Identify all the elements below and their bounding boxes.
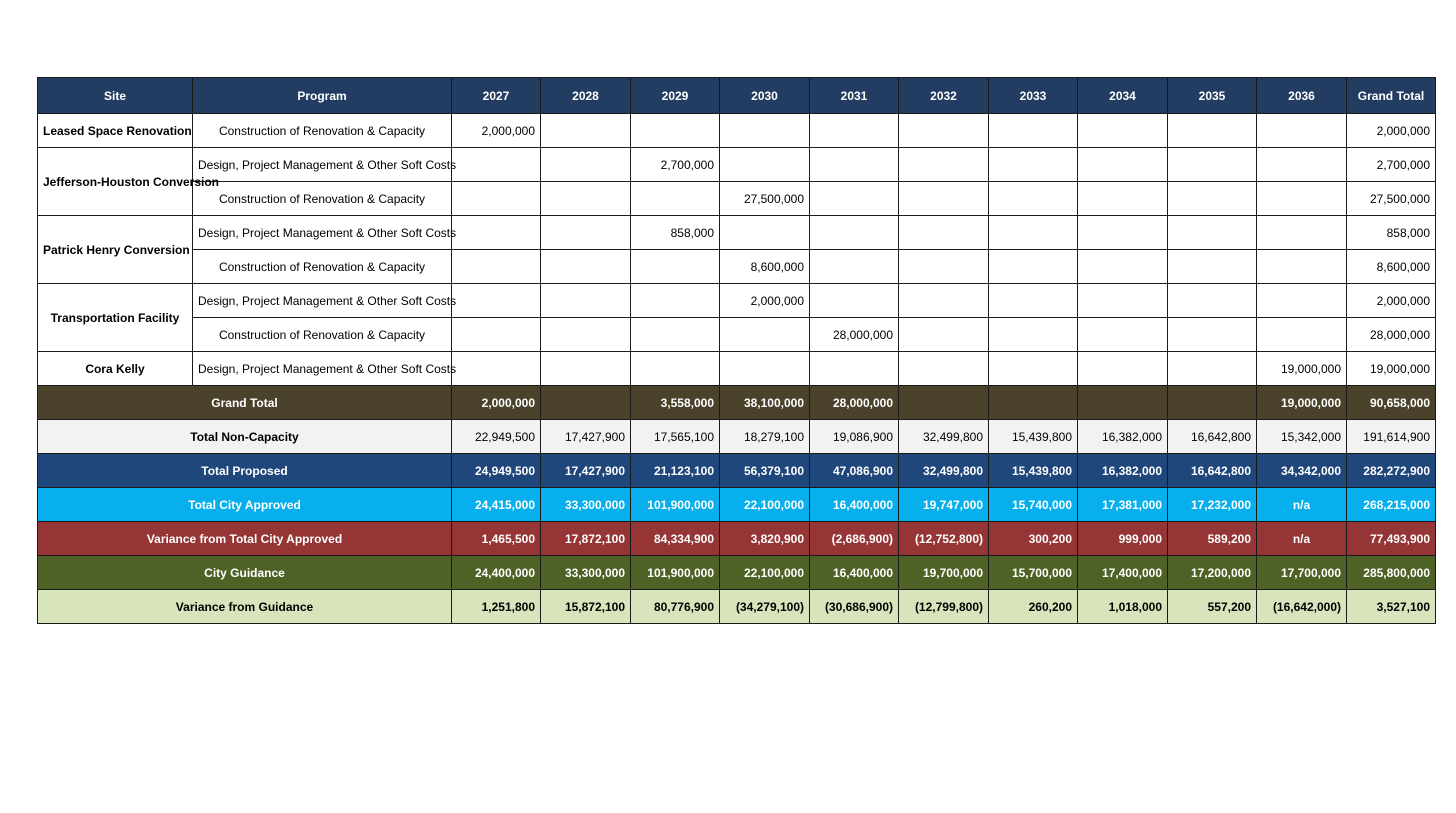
- summary-value-cell: 589,200: [1168, 522, 1257, 556]
- value-cell: [989, 318, 1078, 352]
- summary-value-cell: [989, 386, 1078, 420]
- value-cell: [899, 148, 989, 182]
- summary-value-cell: 17,700,000: [1257, 556, 1347, 590]
- summary-value-cell: 557,200: [1168, 590, 1257, 624]
- value-cell: [1078, 318, 1168, 352]
- summary-value-cell: 17,200,000: [1168, 556, 1257, 590]
- summary-value-cell: 47,086,900: [810, 454, 899, 488]
- value-cell: [899, 216, 989, 250]
- summary-label: Variance from Total City Approved: [38, 522, 452, 556]
- summary-value-cell: 90,658,000: [1347, 386, 1436, 420]
- value-cell: [810, 216, 899, 250]
- value-cell: [631, 114, 720, 148]
- value-cell: [452, 148, 541, 182]
- summary-value-cell: 285,800,000: [1347, 556, 1436, 590]
- value-cell: 19,000,000: [1257, 352, 1347, 386]
- value-cell: 2,000,000: [452, 114, 541, 148]
- summary-label: Total Non-Capacity: [38, 420, 452, 454]
- site-cell-transport: Transportation Facility: [38, 284, 193, 352]
- summary-value-cell: [1078, 386, 1168, 420]
- value-cell: [631, 318, 720, 352]
- summary-value-cell: 16,642,800: [1168, 420, 1257, 454]
- table-row: [38, 352, 1436, 386]
- value-cell: [720, 318, 810, 352]
- summary-value-cell: 16,642,800: [1168, 454, 1257, 488]
- summary-value-cell: 34,342,000: [1257, 454, 1347, 488]
- value-cell: [810, 114, 899, 148]
- summary-value-cell: n/a: [1257, 522, 1347, 556]
- summary-value-cell: 17,400,000: [1078, 556, 1168, 590]
- summary-value-cell: 3,527,100: [1347, 590, 1436, 624]
- value-cell: 28,000,000: [1347, 318, 1436, 352]
- summary-value-cell: 32,499,800: [899, 454, 989, 488]
- value-cell: [452, 182, 541, 216]
- summary-value-cell: 16,400,000: [810, 488, 899, 522]
- value-cell: [1078, 250, 1168, 284]
- value-cell: [541, 318, 631, 352]
- summary-value-cell: (34,279,100): [720, 590, 810, 624]
- site-cell-leased: Leased Space Renovation: [38, 114, 193, 148]
- value-cell: [810, 352, 899, 386]
- summary-label: City Guidance: [38, 556, 452, 590]
- value-cell: [541, 352, 631, 386]
- value-cell: 858,000: [631, 216, 720, 250]
- value-cell: 2,000,000: [1347, 284, 1436, 318]
- summary-label: Variance from Guidance: [38, 590, 452, 624]
- value-cell: [541, 250, 631, 284]
- header-program: Program: [193, 78, 452, 114]
- value-cell: 28,000,000: [810, 318, 899, 352]
- value-cell: [899, 250, 989, 284]
- value-cell: [1078, 284, 1168, 318]
- value-cell: [810, 148, 899, 182]
- summary-value-cell: [541, 386, 631, 420]
- value-cell: [1168, 352, 1257, 386]
- program-cell: Construction of Renovation & Capacity: [193, 250, 452, 284]
- summary-value-cell: 17,872,100: [541, 522, 631, 556]
- value-cell: [720, 114, 810, 148]
- total-city-approved-row: [38, 488, 1436, 522]
- summary-value-cell: 24,949,500: [452, 454, 541, 488]
- summary-value-cell: 1,251,800: [452, 590, 541, 624]
- summary-value-cell: 999,000: [1078, 522, 1168, 556]
- value-cell: [1257, 318, 1347, 352]
- value-cell: [1168, 114, 1257, 148]
- header-2028: 2028: [541, 78, 631, 114]
- summary-value-cell: 17,232,000: [1168, 488, 1257, 522]
- value-cell: [631, 182, 720, 216]
- value-cell: [452, 216, 541, 250]
- header-2036: 2036: [1257, 78, 1347, 114]
- summary-value-cell: 16,382,000: [1078, 420, 1168, 454]
- value-cell: [1168, 284, 1257, 318]
- summary-value-cell: 18,279,100: [720, 420, 810, 454]
- summary-value-cell: 28,000,000: [810, 386, 899, 420]
- value-cell: [899, 318, 989, 352]
- header-2031: 2031: [810, 78, 899, 114]
- value-cell: [899, 284, 989, 318]
- summary-value-cell: (30,686,900): [810, 590, 899, 624]
- header-grand-total: Grand Total: [1347, 78, 1436, 114]
- summary-value-cell: 282,272,900: [1347, 454, 1436, 488]
- table-row: [38, 216, 1436, 250]
- summary-value-cell: 17,427,900: [541, 454, 631, 488]
- total-proposed-row: [38, 454, 1436, 488]
- value-cell: [452, 284, 541, 318]
- table-row: [38, 284, 1436, 318]
- value-cell: [1168, 318, 1257, 352]
- grand-total-row: [38, 386, 1436, 420]
- program-cell: Construction of Renovation & Capacity: [193, 318, 452, 352]
- summary-value-cell: 101,900,000: [631, 556, 720, 590]
- value-cell: [631, 250, 720, 284]
- program-cell: Design, Project Management & Other Soft Costs: [193, 352, 452, 386]
- summary-value-cell: n/a: [1257, 488, 1347, 522]
- summary-value-cell: 15,700,000: [989, 556, 1078, 590]
- summary-value-cell: 15,439,800: [989, 454, 1078, 488]
- value-cell: [1168, 250, 1257, 284]
- value-cell: [720, 352, 810, 386]
- summary-value-cell: (12,752,800): [899, 522, 989, 556]
- value-cell: [989, 284, 1078, 318]
- summary-value-cell: 84,334,900: [631, 522, 720, 556]
- program-cell: Design, Project Management & Other Soft Costs: [193, 148, 452, 182]
- site-cell-jefferson: Jefferson-Houston Conversion: [38, 148, 193, 216]
- table-row: [38, 114, 1436, 148]
- summary-value-cell: 268,215,000: [1347, 488, 1436, 522]
- summary-label: Total Proposed: [38, 454, 452, 488]
- value-cell: [452, 352, 541, 386]
- value-cell: 27,500,000: [720, 182, 810, 216]
- value-cell: [631, 284, 720, 318]
- value-cell: [1257, 216, 1347, 250]
- value-cell: 8,600,000: [720, 250, 810, 284]
- summary-value-cell: 22,100,000: [720, 556, 810, 590]
- summary-value-cell: 2,000,000: [452, 386, 541, 420]
- value-cell: [541, 182, 631, 216]
- site-cell-patrick: Patrick Henry Conversion: [38, 216, 193, 284]
- summary-value-cell: 19,000,000: [1257, 386, 1347, 420]
- value-cell: [541, 284, 631, 318]
- value-cell: [720, 216, 810, 250]
- value-cell: [989, 114, 1078, 148]
- summary-value-cell: 101,900,000: [631, 488, 720, 522]
- value-cell: [1257, 284, 1347, 318]
- summary-value-cell: 22,100,000: [720, 488, 810, 522]
- value-cell: 27,500,000: [1347, 182, 1436, 216]
- summary-value-cell: 19,086,900: [810, 420, 899, 454]
- summary-value-cell: 17,427,900: [541, 420, 631, 454]
- value-cell: 2,700,000: [631, 148, 720, 182]
- value-cell: [1078, 114, 1168, 148]
- value-cell: [1168, 148, 1257, 182]
- summary-value-cell: 38,100,000: [720, 386, 810, 420]
- value-cell: 8,600,000: [1347, 250, 1436, 284]
- summary-value-cell: 1,018,000: [1078, 590, 1168, 624]
- summary-value-cell: 77,493,900: [1347, 522, 1436, 556]
- summary-label: Total City Approved: [38, 488, 452, 522]
- table-row: [38, 148, 1436, 182]
- summary-value-cell: 19,747,000: [899, 488, 989, 522]
- budget-table: [37, 77, 1436, 624]
- value-cell: [989, 148, 1078, 182]
- summary-value-cell: 15,342,000: [1257, 420, 1347, 454]
- program-cell: Construction of Renovation & Capacity: [193, 182, 452, 216]
- summary-value-cell: 300,200: [989, 522, 1078, 556]
- header-2033: 2033: [989, 78, 1078, 114]
- summary-value-cell: 17,381,000: [1078, 488, 1168, 522]
- summary-value-cell: 22,949,500: [452, 420, 541, 454]
- summary-value-cell: 260,200: [989, 590, 1078, 624]
- table-row: [38, 318, 1436, 352]
- summary-value-cell: [1168, 386, 1257, 420]
- value-cell: [810, 182, 899, 216]
- program-cell: Construction of Renovation & Capacity: [193, 114, 452, 148]
- summary-value-cell: 1,465,500: [452, 522, 541, 556]
- header-2029: 2029: [631, 78, 720, 114]
- summary-value-cell: (2,686,900): [810, 522, 899, 556]
- value-cell: [899, 114, 989, 148]
- value-cell: 2,000,000: [720, 284, 810, 318]
- value-cell: [989, 216, 1078, 250]
- summary-label: Grand Total: [38, 386, 452, 420]
- variance-city-approved-row: [38, 522, 1436, 556]
- value-cell: [1078, 352, 1168, 386]
- value-cell: [541, 114, 631, 148]
- value-cell: [1078, 148, 1168, 182]
- table-row: [38, 182, 1436, 216]
- header-2032: 2032: [899, 78, 989, 114]
- value-cell: [989, 352, 1078, 386]
- summary-value-cell: (12,799,800): [899, 590, 989, 624]
- value-cell: [810, 250, 899, 284]
- summary-value-cell: 80,776,900: [631, 590, 720, 624]
- total-non-capacity-row: [38, 420, 1436, 454]
- summary-value-cell: 32,499,800: [899, 420, 989, 454]
- summary-value-cell: 15,740,000: [989, 488, 1078, 522]
- value-cell: [1078, 216, 1168, 250]
- value-cell: [989, 182, 1078, 216]
- program-cell: Design, Project Management & Other Soft Costs: [193, 284, 452, 318]
- value-cell: [1257, 250, 1347, 284]
- summary-value-cell: 24,400,000: [452, 556, 541, 590]
- header-2034: 2034: [1078, 78, 1168, 114]
- header-row: [38, 78, 1436, 114]
- value-cell: 19,000,000: [1347, 352, 1436, 386]
- summary-value-cell: 19,700,000: [899, 556, 989, 590]
- value-cell: [720, 148, 810, 182]
- value-cell: [1257, 182, 1347, 216]
- summary-value-cell: 21,123,100: [631, 454, 720, 488]
- value-cell: [810, 284, 899, 318]
- city-guidance-row: [38, 556, 1436, 590]
- value-cell: [1078, 182, 1168, 216]
- summary-value-cell: 16,400,000: [810, 556, 899, 590]
- summary-value-cell: 191,614,900: [1347, 420, 1436, 454]
- summary-value-cell: 3,820,900: [720, 522, 810, 556]
- summary-value-cell: 33,300,000: [541, 488, 631, 522]
- value-cell: 858,000: [1347, 216, 1436, 250]
- header-2035: 2035: [1168, 78, 1257, 114]
- header-2027: 2027: [452, 78, 541, 114]
- site-cell-cora: Cora Kelly: [38, 352, 193, 386]
- summary-value-cell: [899, 386, 989, 420]
- value-cell: [452, 318, 541, 352]
- value-cell: [989, 250, 1078, 284]
- value-cell: [1168, 216, 1257, 250]
- header-site: Site: [38, 78, 193, 114]
- summary-value-cell: 33,300,000: [541, 556, 631, 590]
- value-cell: [1257, 114, 1347, 148]
- summary-value-cell: 24,415,000: [452, 488, 541, 522]
- table-row: [38, 250, 1436, 284]
- value-cell: [899, 352, 989, 386]
- summary-value-cell: 17,565,100: [631, 420, 720, 454]
- summary-value-cell: 16,382,000: [1078, 454, 1168, 488]
- summary-value-cell: 15,872,100: [541, 590, 631, 624]
- summary-value-cell: 56,379,100: [720, 454, 810, 488]
- value-cell: 2,700,000: [1347, 148, 1436, 182]
- value-cell: [899, 182, 989, 216]
- value-cell: [541, 148, 631, 182]
- summary-value-cell: 3,558,000: [631, 386, 720, 420]
- value-cell: [631, 352, 720, 386]
- value-cell: [1168, 182, 1257, 216]
- variance-guidance-row: [38, 590, 1436, 624]
- program-cell: Design, Project Management & Other Soft Costs: [193, 216, 452, 250]
- value-cell: [541, 216, 631, 250]
- summary-value-cell: 15,439,800: [989, 420, 1078, 454]
- header-2030: 2030: [720, 78, 810, 114]
- value-cell: 2,000,000: [1347, 114, 1436, 148]
- summary-value-cell: (16,642,000): [1257, 590, 1347, 624]
- value-cell: [452, 250, 541, 284]
- value-cell: [1257, 148, 1347, 182]
